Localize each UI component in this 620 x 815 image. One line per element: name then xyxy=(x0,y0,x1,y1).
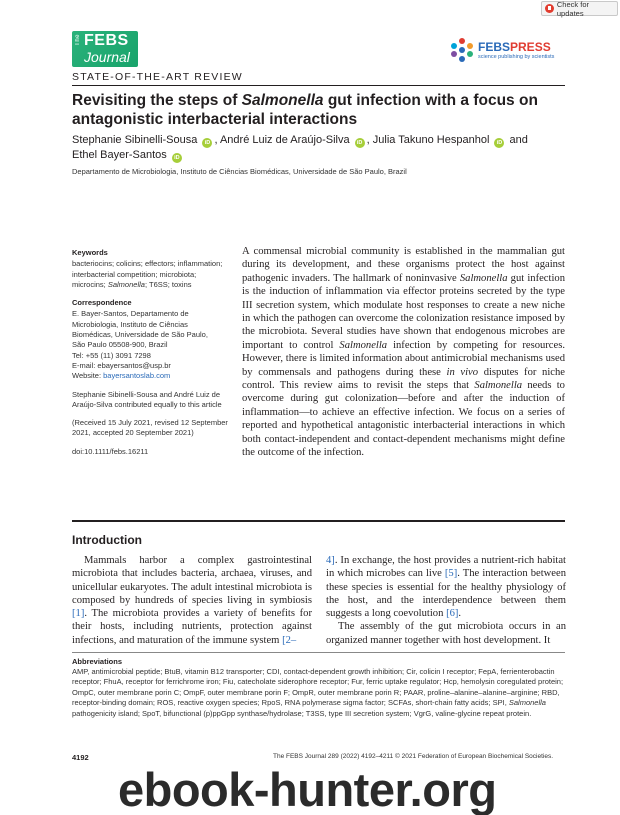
press-febs: FEBS xyxy=(478,39,511,54)
citation-link[interactable]: [5] xyxy=(444,568,458,580)
febs-press-icon xyxy=(450,38,474,62)
press-press: PRESS xyxy=(510,39,551,54)
journal-logo-the: The xyxy=(75,34,81,46)
body-column-left xyxy=(72,554,312,647)
article-sidebar xyxy=(72,248,232,465)
doi: doi:10.1111/febs.16211 xyxy=(72,446,149,456)
section-heading-introduction: Introduction xyxy=(72,533,142,547)
keywords-block xyxy=(72,248,232,290)
author-name: Julia Takuno Hespanhol xyxy=(372,134,490,146)
received-dates: (Received 15 July 2021, revised 12 September 2021, accepted 20 September 2021) xyxy=(72,418,228,438)
page-number: 4192 xyxy=(72,753,89,762)
orcid-icon[interactable]: iD xyxy=(172,153,182,163)
body-paragraph: 4]. In exchange, the host provides a nutrient-rich habitat in which microbes can live [5]. The interaction between these species is essential for the healthy physiology of the host, and the interdependence between them suggests a long coevolution [6]. xyxy=(326,555,566,620)
keywords-heading: Keywords xyxy=(72,248,108,257)
article-type-label: STATE-OF-THE-ART REVIEW xyxy=(72,71,243,83)
author-conjunction: and xyxy=(509,134,528,146)
abstract-divider xyxy=(72,520,565,522)
check-updates-label: Check for updates xyxy=(556,0,589,18)
orcid-icon[interactable]: iD xyxy=(202,138,212,148)
press-tagline: science publishing by scientists xyxy=(478,53,555,60)
citation-link[interactable]: [6] xyxy=(446,608,459,620)
correspondence-heading: Correspondence xyxy=(72,298,132,308)
abstract: A commensal microbial community is established in the mammalian gut during its development, and these organisms protect the host against pathogenic invaders. The hallmark of noninvasive Salmonella gut infection is the induction of inflammation via effector proteins secreted by the type III secretion system, which modulate host responses to create a new niche in which the pathogen can overcome the colonization resistance imposed by the microbiota. Several studies have shown that endogenous microbes are important to control Salmonella infection by competing for resources. However, there is limited information about antimicrobial mechanisms used by commensals and pathogens during these in vivo disputes for niche control. This review aims to revisit the steps that Salmonella needs to overcome during gut colonization—before and after the induction of inflammation—to achieve an effective infection. We focus on a series of reported and hypothetical antagonistic interbacterial interactions in which both contact-independent and contact-dependent mechanisms might define the outcome of the infection. xyxy=(242,246,565,459)
abbreviations-text: AMP, antimicrobial peptide; BtuB, vitamin B12 transporter; CDI, contact-dependent growth inhibition; Cir, colicin I receptor; FepA, ferrienterobactin receptor; FhuA, receptor for ferrichrome iron; Fiu, catecholate siderophore receptor; Fur, ferric uptake regulator; Hcp, hemolysin coregulated protein; OmpC, outer membrane porin C; OmpF, outer membrane porin F; OmpR, outer membrane porin R; PAAR, proline–alanine–alanine–arginine; RBD, receptor-binding domain; ROS, reactive oxygen species; RpoS, RNA polymerase sigma factor; SCFAs, short-chain fatty acids; SPI, Salmonella pathogenicity island; SpoT, bifunctional (p)ppGpp synthase/hydrolase; T3SS, type III secretion system; VgrG, valine-glycine repeat protein. xyxy=(72,667,564,718)
body-paragraph: Mammals harbor a complex gastrointestinal microbiota that includes bacteria, archaea, viruses, and unicellular eukaryotes. The adult intestinal microbiota is composed by hundreds of species living in symbiosis [1]. The microbiota provides a variety of benefits for their hosts, including nutrients, protection against infections, and maturation of the immune system [2– xyxy=(72,555,312,646)
febs-journal-logo xyxy=(72,31,138,67)
citation-link[interactable]: 4] xyxy=(326,555,335,566)
author-name: André Luiz de Araújo-Silva xyxy=(219,134,350,146)
correspondence-line: E. Bayer-Santos, Departamento de xyxy=(72,309,189,319)
abbreviations-heading: Abbreviations xyxy=(72,657,123,666)
correspondence-email: E-mail: ebayersantos@usp.br xyxy=(72,360,171,370)
body-column-right xyxy=(326,554,566,647)
contribution-note: Stephanie Sibinelli-Sousa and André Luiz de Araújo-Silva contributed equally to this article xyxy=(72,389,222,409)
footer-citation: The FEBS Journal 289 (2022) 4192–4211 © 2021 Federation of European Biochemical Societies. xyxy=(273,753,554,760)
article-title: Revisiting the steps of Salmonella gut infection with a focus on antagonistic interbacterial interactions xyxy=(72,92,538,128)
correspondence-website: Website: bayersantoslab.com xyxy=(72,371,171,381)
correspondence-line: Tel: +55 (11) 3091 7298 xyxy=(72,350,151,360)
orcid-icon[interactable]: iD xyxy=(355,138,365,148)
header-divider xyxy=(72,85,565,86)
check-for-updates-button[interactable] xyxy=(541,1,618,16)
journal-logo-febs: FEBS xyxy=(84,32,129,49)
correspondence-line: Biomédicas, Universidade de São Paulo, xyxy=(72,330,208,340)
correspondence-block xyxy=(72,298,232,381)
author-name: Ethel Bayer-Santos xyxy=(72,149,167,161)
affiliation: Departamento de Microbiologia, Instituto de Ciências Biomédicas, Universidade de São Paulo, Brazil xyxy=(72,167,407,176)
journal-logo-journal: Journal xyxy=(84,49,130,65)
watermark-text: ebook-hunter.org xyxy=(118,763,497,815)
website-link[interactable]: bayersantoslab.com xyxy=(103,371,171,381)
febs-press-logo xyxy=(450,35,554,65)
citation-link[interactable]: [2– xyxy=(282,634,297,646)
keywords-text: bacteriocins; colicins; effectors; inflammation; interbacterial competition; microbiota; microcins; Salmonella; T6SS; toxins xyxy=(72,259,223,289)
author-name: Stephanie Sibinelli-Sousa xyxy=(72,134,198,146)
abbreviations-divider xyxy=(72,652,565,653)
body-paragraph: The assembly of the gut microbiota occurs in an organized manner together with host development. It xyxy=(326,621,566,646)
check-updates-icon xyxy=(545,4,554,13)
author-list: Stephanie Sibinelli-Sousa iD , André Luiz de Araújo-Silva iD , Julia Takuno Hespanhol iD and Ethel Bayer-Santos iD xyxy=(72,134,528,161)
correspondence-line: Microbiologia, Instituto de Ciências xyxy=(72,319,188,329)
citation-link[interactable]: [1] xyxy=(72,608,85,620)
correspondence-line: São Paulo 05508-900, Brazil xyxy=(72,340,168,350)
orcid-icon[interactable]: iD xyxy=(494,138,504,148)
